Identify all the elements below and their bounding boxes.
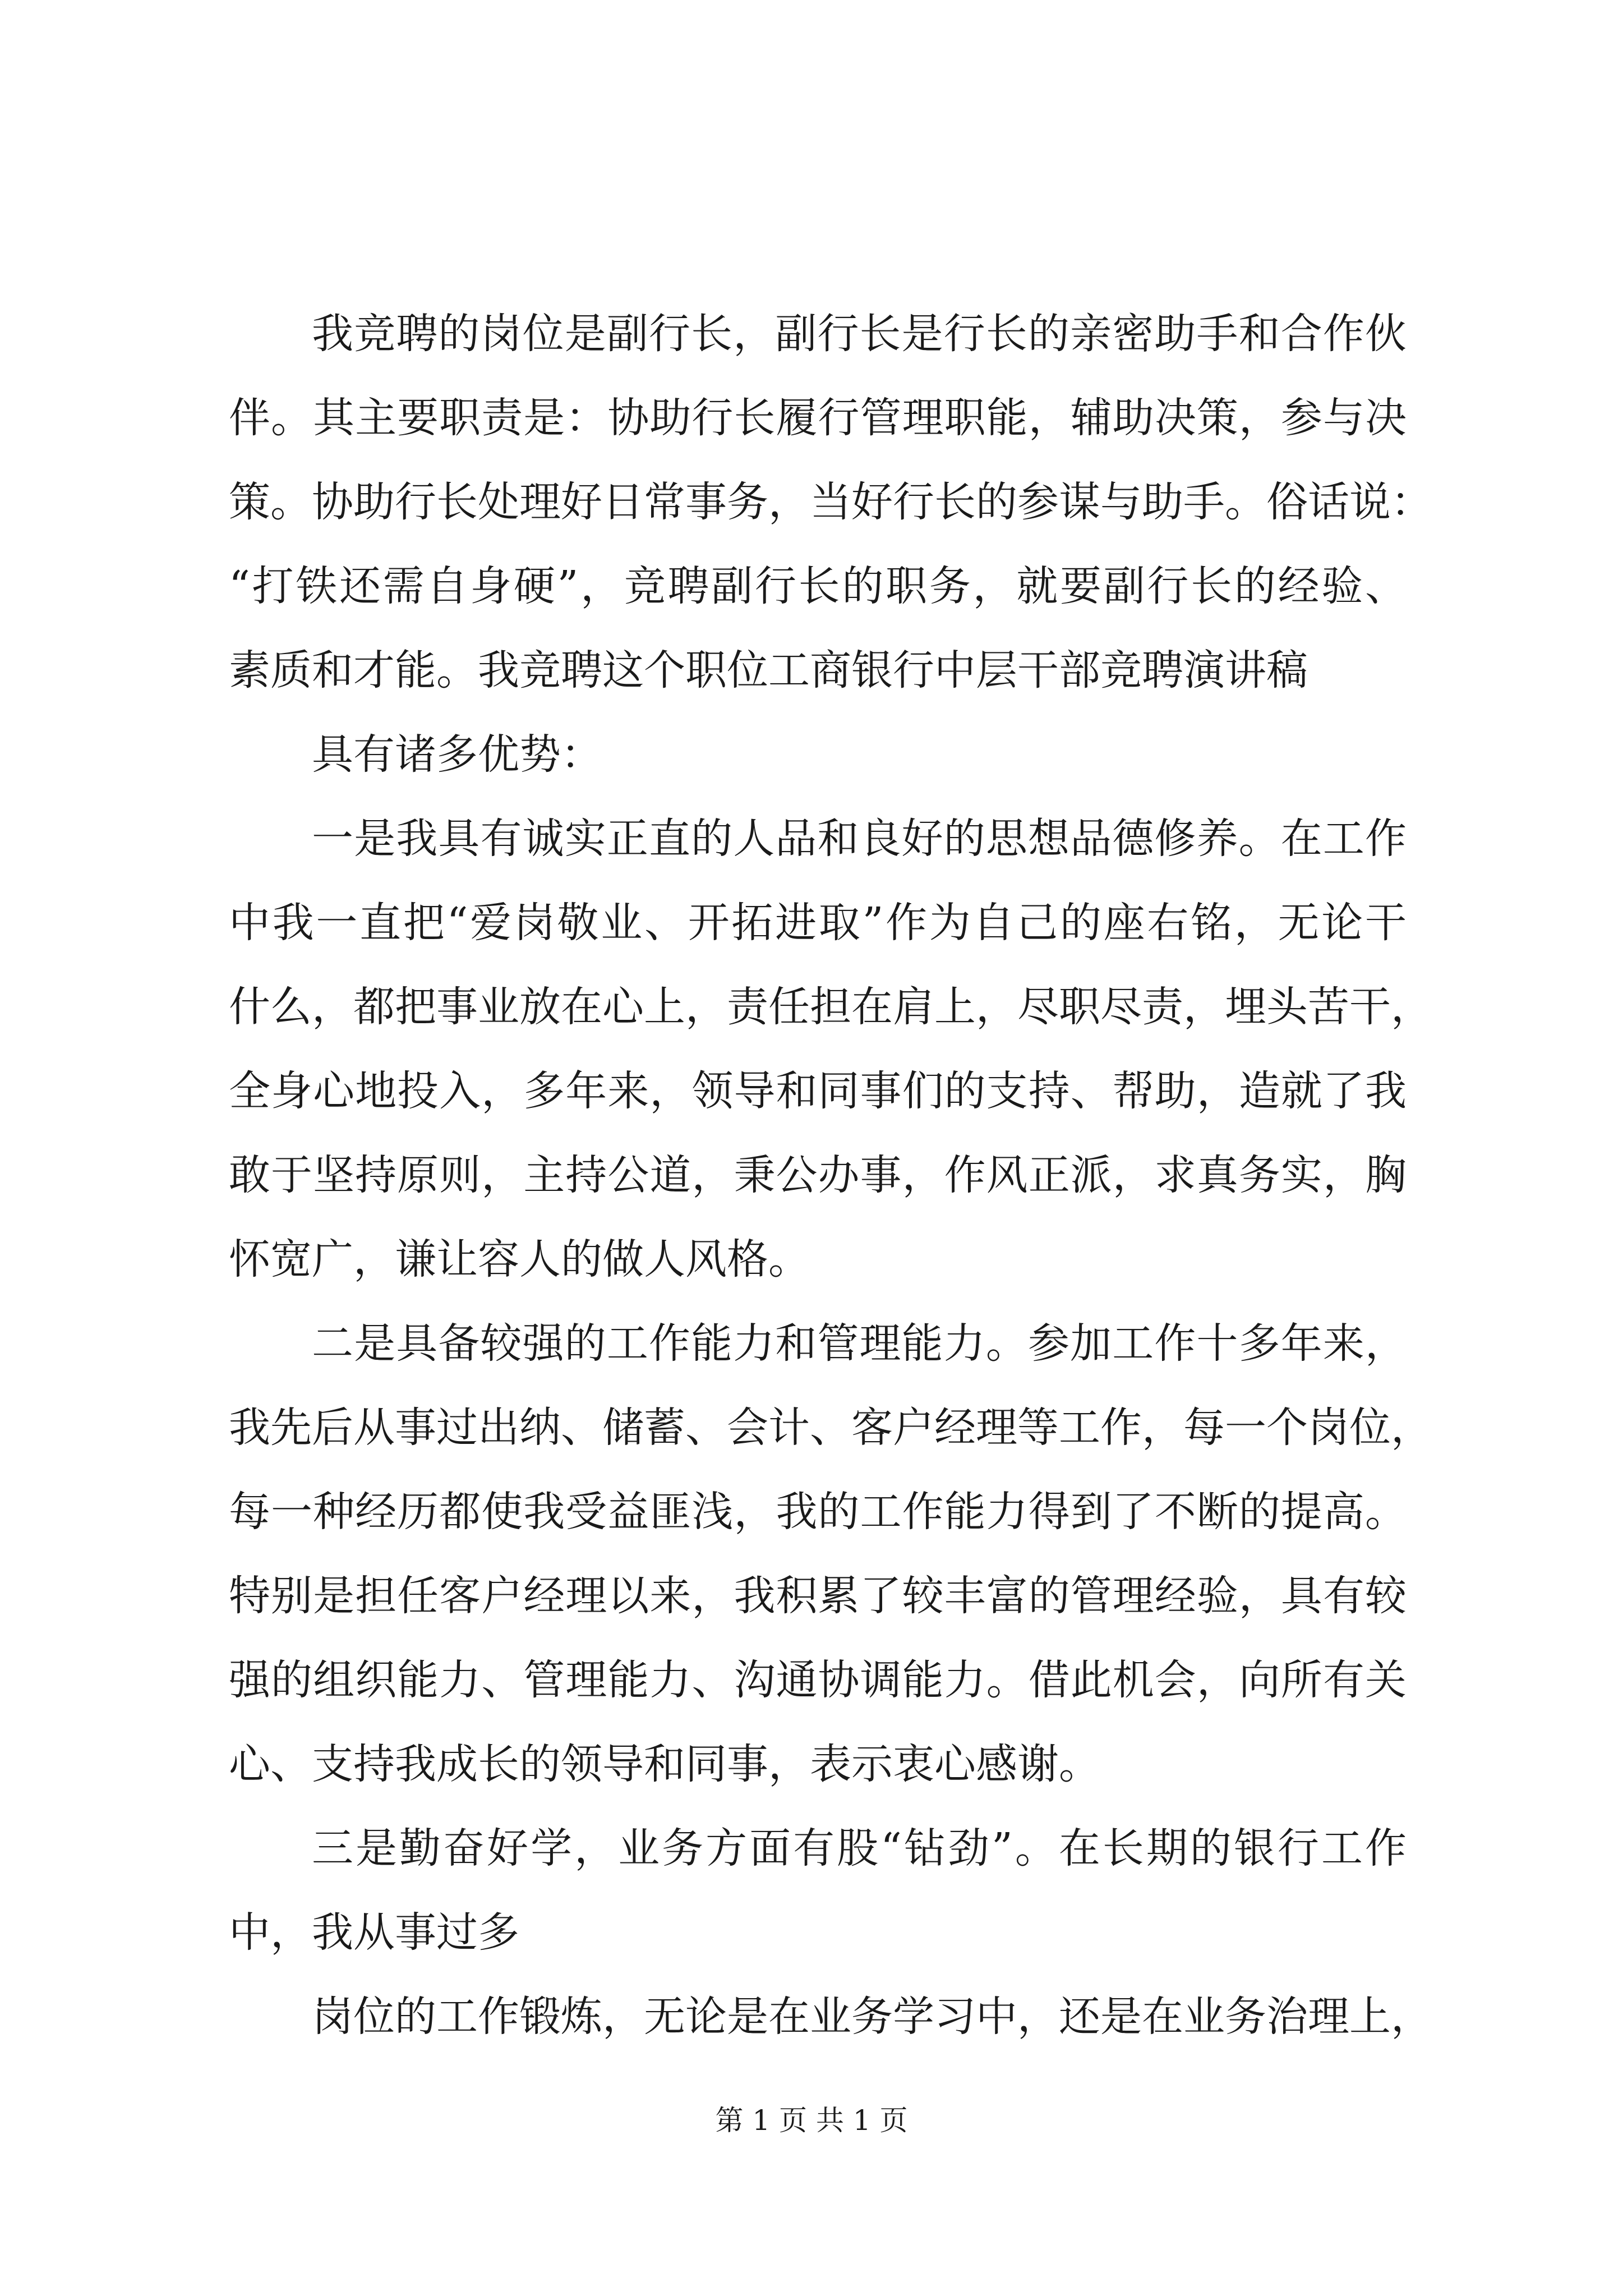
paragraph-line: 什么，都把事业放在心上，责任担在肩上，尽职尽责，埋头苦干， (229, 983, 1432, 1031)
paragraph-line: 策。协助行长处理好日常事务，当好行长的参谋与助手。俗话说： (229, 478, 1432, 526)
paragraph-line: 中我一直把“爱岗敬业、开拓进取”作为自己的座右铭，无论干 (229, 899, 1407, 947)
paragraph-line: 每一种经历都使我受益匪浅，我的工作能力得到了不断的提高。 (229, 1488, 1407, 1536)
paragraph-line: 怀宽广，谦让容人的做人风格。 (229, 1235, 810, 1283)
paragraph-line: 岗位的工作锻炼，无论是在业务学习中，还是在业务治理上， (312, 1993, 1432, 2041)
paragraph-line: 三是勤奋好学，业务方面有股“钻劲”。在长期的银行工作 (312, 1824, 1407, 1872)
paragraph-line: 我先后从事过出纳、储蓄、会计、客户经理等工作，每一个岗位， (229, 1404, 1432, 1452)
paragraph-line: 具有诸多优势： (312, 730, 602, 779)
paragraph-line: 心、支持我成长的领导和同事，表示衷心感谢。 (229, 1740, 1100, 1788)
paragraph-line: 敢于坚持原则，主持公道，秉公办事，作风正派，求真务实，胸 (229, 1151, 1407, 1199)
paragraph-line: 全身心地投入，多年来，领导和同事们的支持、帮助，造就了我 (229, 1067, 1407, 1115)
paragraph-line: 二是具备较强的工作能力和管理能力。参加工作十多年来， (312, 1319, 1407, 1368)
paragraph-line: 我竞聘的岗位是副行长，副行长是行长的亲密助手和合作伙 (312, 310, 1407, 358)
document-body (229, 292, 1432, 2059)
paragraph-line: 强的组织能力、管理能力、沟通协调能力。借此机会，向所有关 (229, 1656, 1407, 1704)
paragraph-line: 特别是担任客户经理以来，我积累了较丰富的管理经验，具有较 (229, 1572, 1407, 1620)
paragraph-line: 一是我具有诚实正直的人品和良好的思想品德修养。在工作 (312, 815, 1407, 863)
page-footer: 第 1 页 共 1 页 (715, 2104, 908, 2137)
paragraph-line: 素质和才能。我竞聘这个职位工商银行中层干部竞聘演讲稿 (229, 646, 1308, 694)
paragraph-line: 伴。其主要职责是：协助行长履行管理职能，辅助决策，参与决 (229, 394, 1407, 442)
paragraph-line: 中，我从事过多 (229, 1908, 519, 1957)
paragraph-line: “打铁还需自身硬”，竞聘副行长的职务，就要副行长的经验、 (229, 562, 1407, 610)
